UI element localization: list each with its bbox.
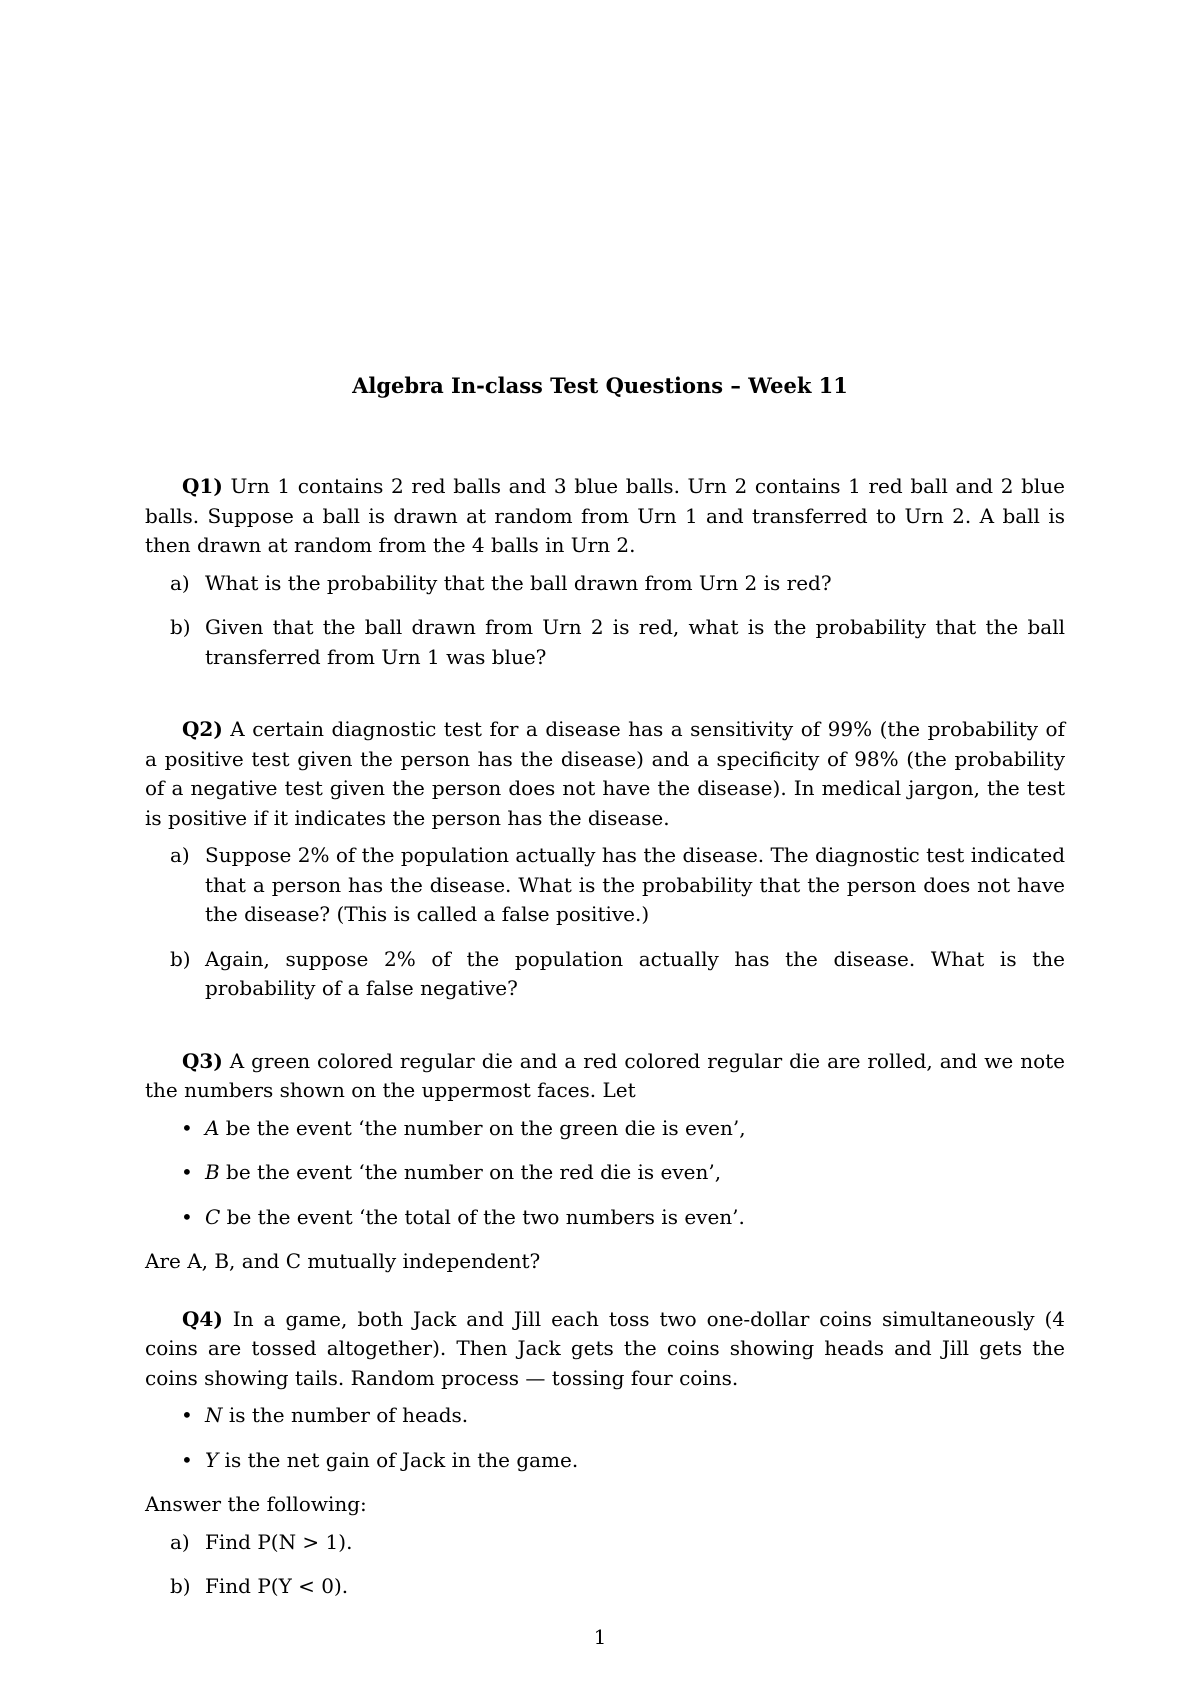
bullet-icon: • — [181, 1204, 193, 1229]
list-item — [145, 1114, 1065, 1144]
question-text: Urn 1 contains 2 red balls and 3 blue balls. Urn 2 contains 1 red ball and 2 blue balls. Suppose a ball is drawn at random from Urn 1 and transferred to Urn 2. A ball is then drawn at random from the 4 balls in Urn 2. — [145, 474, 1065, 557]
part-text: Find P(N > 1). — [205, 1529, 353, 1554]
question-parts — [145, 841, 1065, 1004]
part-label: b) — [170, 1574, 191, 1598]
question-number: Q2) — [182, 717, 223, 741]
list-item-text: is the net gain of Jack in the game. — [218, 1447, 579, 1472]
list-item-text: is the number of heads. — [222, 1403, 469, 1427]
part-label: b) — [170, 946, 191, 971]
question-part — [145, 1528, 1065, 1558]
list-item — [145, 1203, 1065, 1233]
question-3 — [145, 1047, 1065, 1277]
random-variable: Y — [205, 1447, 219, 1472]
bullet-icon: • — [181, 1115, 193, 1140]
list-item-text: be the event ‘the number on the red die is even’, — [219, 1160, 722, 1184]
question-text: A certain diagnostic test for a disease has a sensitivity of 99% (the probability of a positive test given the person has the disease) and a specificity of 98% (the probability of a negative test given the person does not have the disease). In medical jargon, the test is positive if it indicates the person has the disease. — [145, 717, 1065, 830]
question-number: Q3) — [182, 1048, 223, 1073]
random-variable: N — [205, 1403, 223, 1427]
part-text: Suppose 2% of the population actually has the disease. The diagnostic test indicated that a person has the disease. What is the probability that the person does not have the disease? (This is called a false positive.) — [205, 843, 1065, 926]
list-item — [145, 1158, 1065, 1188]
list-item — [145, 1401, 1065, 1431]
question-part — [145, 945, 1065, 1004]
list-item-text: be the event ‘the number on the green die is even’, — [219, 1115, 746, 1140]
bullet-list — [145, 1401, 1065, 1475]
bullet-icon: • — [181, 1403, 193, 1427]
list-item-text: be the event ‘the total of the two numbers is even’. — [220, 1204, 745, 1229]
event-variable: B — [205, 1160, 220, 1184]
question-part — [145, 569, 1065, 599]
question-part — [145, 841, 1065, 930]
bullet-icon: • — [181, 1160, 193, 1184]
question-2 — [145, 715, 1065, 1004]
part-text: What is the probability that the ball drawn from Urn 2 is red? — [205, 570, 832, 595]
part-label: a) — [170, 1529, 190, 1554]
part-label: a) — [170, 843, 190, 867]
list-item — [145, 1446, 1065, 1476]
bullet-icon: • — [181, 1447, 193, 1472]
event-variable: C — [205, 1204, 221, 1229]
question-4 — [145, 1305, 1065, 1602]
question-text: In a game, both Jack and Jill each toss two one-dollar coins simultaneously (4 coins are tossed altogether). Then Jack gets the coins showing heads and Jill gets the coins showing tails. Random process — tossing four coins. — [145, 1306, 1065, 1390]
part-label: b) — [170, 615, 191, 639]
question-text: A green colored regular die and a red colored regular die are rolled, and we note the numbers shown on the uppermost faces. Let — [145, 1048, 1065, 1102]
question-number: Q1) — [182, 474, 223, 498]
question-part — [145, 1572, 1065, 1602]
question-followup: Are A, B, and C mutually independent? — [145, 1249, 541, 1273]
part-text: Again, suppose 2% of the population actually has the disease. What is the probability of a false negative? — [205, 946, 1065, 1000]
question-prompt: Answer the following: — [145, 1492, 367, 1516]
page-number: 1 — [593, 1625, 607, 1649]
bullet-list — [145, 1114, 1065, 1233]
questions — [145, 472, 1065, 1617]
part-text: Find P(Y < 0). — [205, 1574, 349, 1598]
part-text: Given that the ball drawn from Urn 2 is red, what is the probability that the ball transferred from Urn 1 was blue? — [205, 615, 1065, 669]
question-number: Q4) — [182, 1306, 223, 1331]
question-1 — [145, 472, 1065, 672]
page-title: Algebra In-class Test Questions – Week 11 — [352, 373, 848, 398]
part-label: a) — [170, 570, 190, 595]
question-part — [145, 613, 1065, 672]
question-parts — [145, 569, 1065, 673]
event-variable: A — [205, 1115, 220, 1140]
question-parts — [145, 1528, 1065, 1602]
